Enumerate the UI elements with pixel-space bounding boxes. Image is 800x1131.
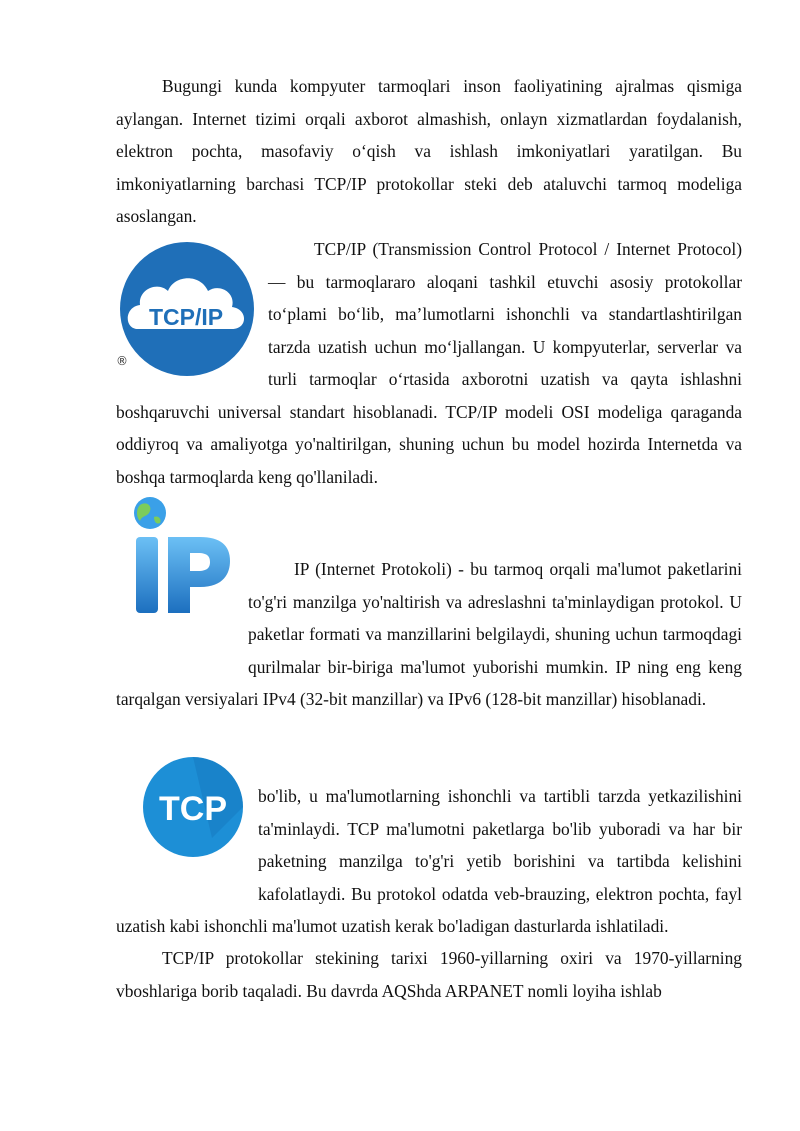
tcpip-section <box>116 233 742 493</box>
tcp-logo-text: TCP <box>159 790 227 828</box>
tcp-section <box>116 780 742 943</box>
registered-mark: ® <box>116 354 128 368</box>
tcp-badge-icon <box>142 756 244 858</box>
paragraph-ip-text: IP (Internet Protokoli) - bu tarmoq orqali ma'lumot paketlarini to'g'ri manzilga yo'naltirish va adreslashni ta'minlaydigan protokol. U paketlar formati va manzillarini belgilaydi, shuning uchun tarmoqdagi qurilmalar bir-biriga ma'lumot yuborishi mumkin. IP ning eng keng tarqalgan versiyalari IPv4 (32-bit manzillar) va IPv6 (128-bit manzillar) hisoblanadi. <box>116 559 742 709</box>
paragraph-ip <box>116 553 742 716</box>
globe-icon <box>124 495 234 625</box>
history-section <box>116 942 742 1007</box>
intro-section <box>116 70 742 233</box>
cloud-icon <box>116 241 258 381</box>
paragraph-tcpip: TCP/IP (Transmission Control Protocol / Internet Protocol) — bu tarmoqlararo aloqani tashkil etuvchi asosiy protokollar to‘plami bo‘lib, ma’lumotlarni ishonchli va standartlashtirilgan tarzda uzatish uchun mo‘ljallangan. U kompyuterlar, serverlar va turli tarmoqlar o‘rtasida axborotni uzatish va qayta ishlashni boshqaruvchi universal standart hisoblanadi. TCP/IP modeli OSI modeliga qaraganda oddiyroq va amaliyotga yo'naltirilgan, shuning uchun bu model hozirda Internetda va boshqa tarmoqlarda keng qo'llaniladi. <box>116 239 742 487</box>
paragraph-history: TCP/IP protokollar stekining tarixi 1960-yillarning oxiri va 1970-yillarning vboshlariga borib taqaladi. Bu davrda AQShda ARPANET nomli loyiha ishlab <box>116 948 742 1001</box>
tcpip-logo <box>116 233 266 383</box>
tcpip-logo-text: TCP/IP <box>148 304 224 330</box>
ip-logo <box>116 553 248 683</box>
paragraph-tcp: bo'lib, u ma'lumotlarning ishonchli va tartibli tarzda yetkazilishini ta'minlaydi. TCP ma'lumotni paketlarga bo'lib yuboradi va har bir paketning manzilga to'g'ri yetib borishini va tartibda kelishini kafolatlaydi. Bu protokol odatda veb-brauzing, elektron pochta, fayl uzatish kabi ishonchli ma'lumot uzatish kerak bo'ladigan dasturlarda ishlatiladi. <box>116 786 742 936</box>
paragraph-intro: Bugungi kunda kompyuter tarmoqlari inson faoliyatining ajralmas qismiga aylangan. Internet tizimi orqali axborot almashish, onlayn xizmatlardan foydalanish, elektron pochta, masofaviy o‘qish va ishlash imkoniyatlari yaratilgan. Bu imkoniyatlarning barchasi TCP/IP protokollar steki deb ataluvchi tarmoq modeliga asoslangan. <box>116 76 742 226</box>
tcp-logo <box>116 780 258 880</box>
ip-section <box>116 553 742 716</box>
